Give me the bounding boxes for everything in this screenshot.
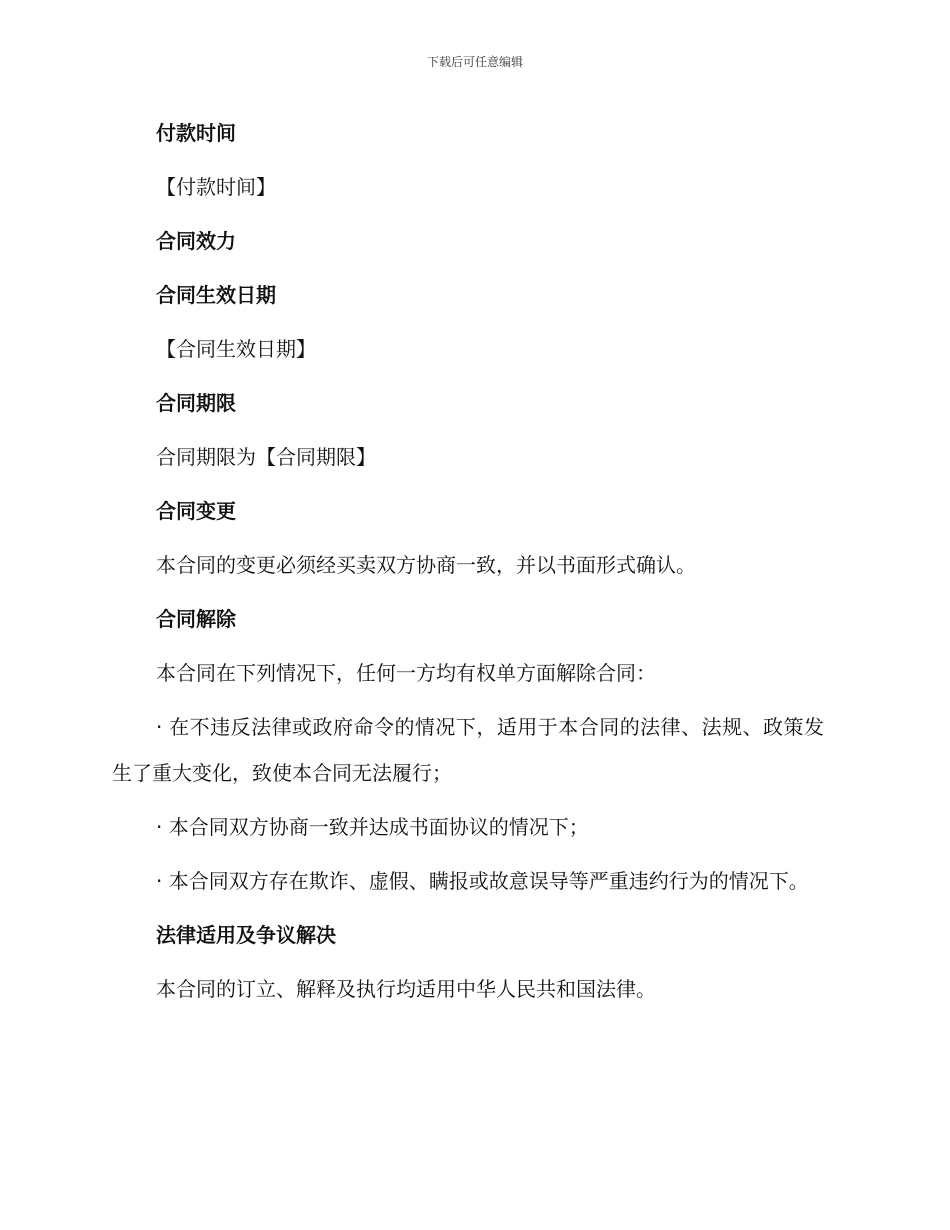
termination-item-1: · 在不违反法律或政府命令的情况下，适用于本合同的法律、法规、政策发生了重大变化，致使本合同无法履行； xyxy=(112,715,824,785)
termination-item-3: · 本合同双方存在欺诈、虚假、瞒报或故意误导等严重违约行为的情况下。 xyxy=(156,869,809,893)
heading-contract-term: 合同期限 xyxy=(156,391,236,415)
termination-intro-text: 本合同在下列情况下，任何一方均有权单方面解除合同： xyxy=(156,661,656,685)
termination-item-2: · 本合同双方协商一致并达成书面协议的情况下； xyxy=(156,815,589,839)
governing-law-text: 本合同的订立、解释及执行均适用中华人民共和国法律。 xyxy=(156,977,656,1001)
document-body xyxy=(112,110,824,1020)
contract-change-text: 本合同的变更必须经买卖双方协商一致，并以书面形式确认。 xyxy=(156,553,696,577)
header-note: 下载后可任意编辑 xyxy=(426,55,523,69)
heading-contract-termination: 合同解除 xyxy=(156,607,236,631)
heading-contract-validity: 合同效力 xyxy=(156,229,236,253)
payment-time-placeholder: 【付款时间】 xyxy=(156,175,276,199)
heading-payment-time: 付款时间 xyxy=(156,121,236,145)
contract-term-text: 合同期限为【合同期限】 xyxy=(156,445,376,469)
heading-contract-change: 合同变更 xyxy=(156,499,236,523)
heading-governing-law: 法律适用及争议解决 xyxy=(156,923,336,947)
heading-effective-date: 合同生效日期 xyxy=(156,283,276,307)
effective-date-placeholder: 【合同生效日期】 xyxy=(156,337,316,361)
